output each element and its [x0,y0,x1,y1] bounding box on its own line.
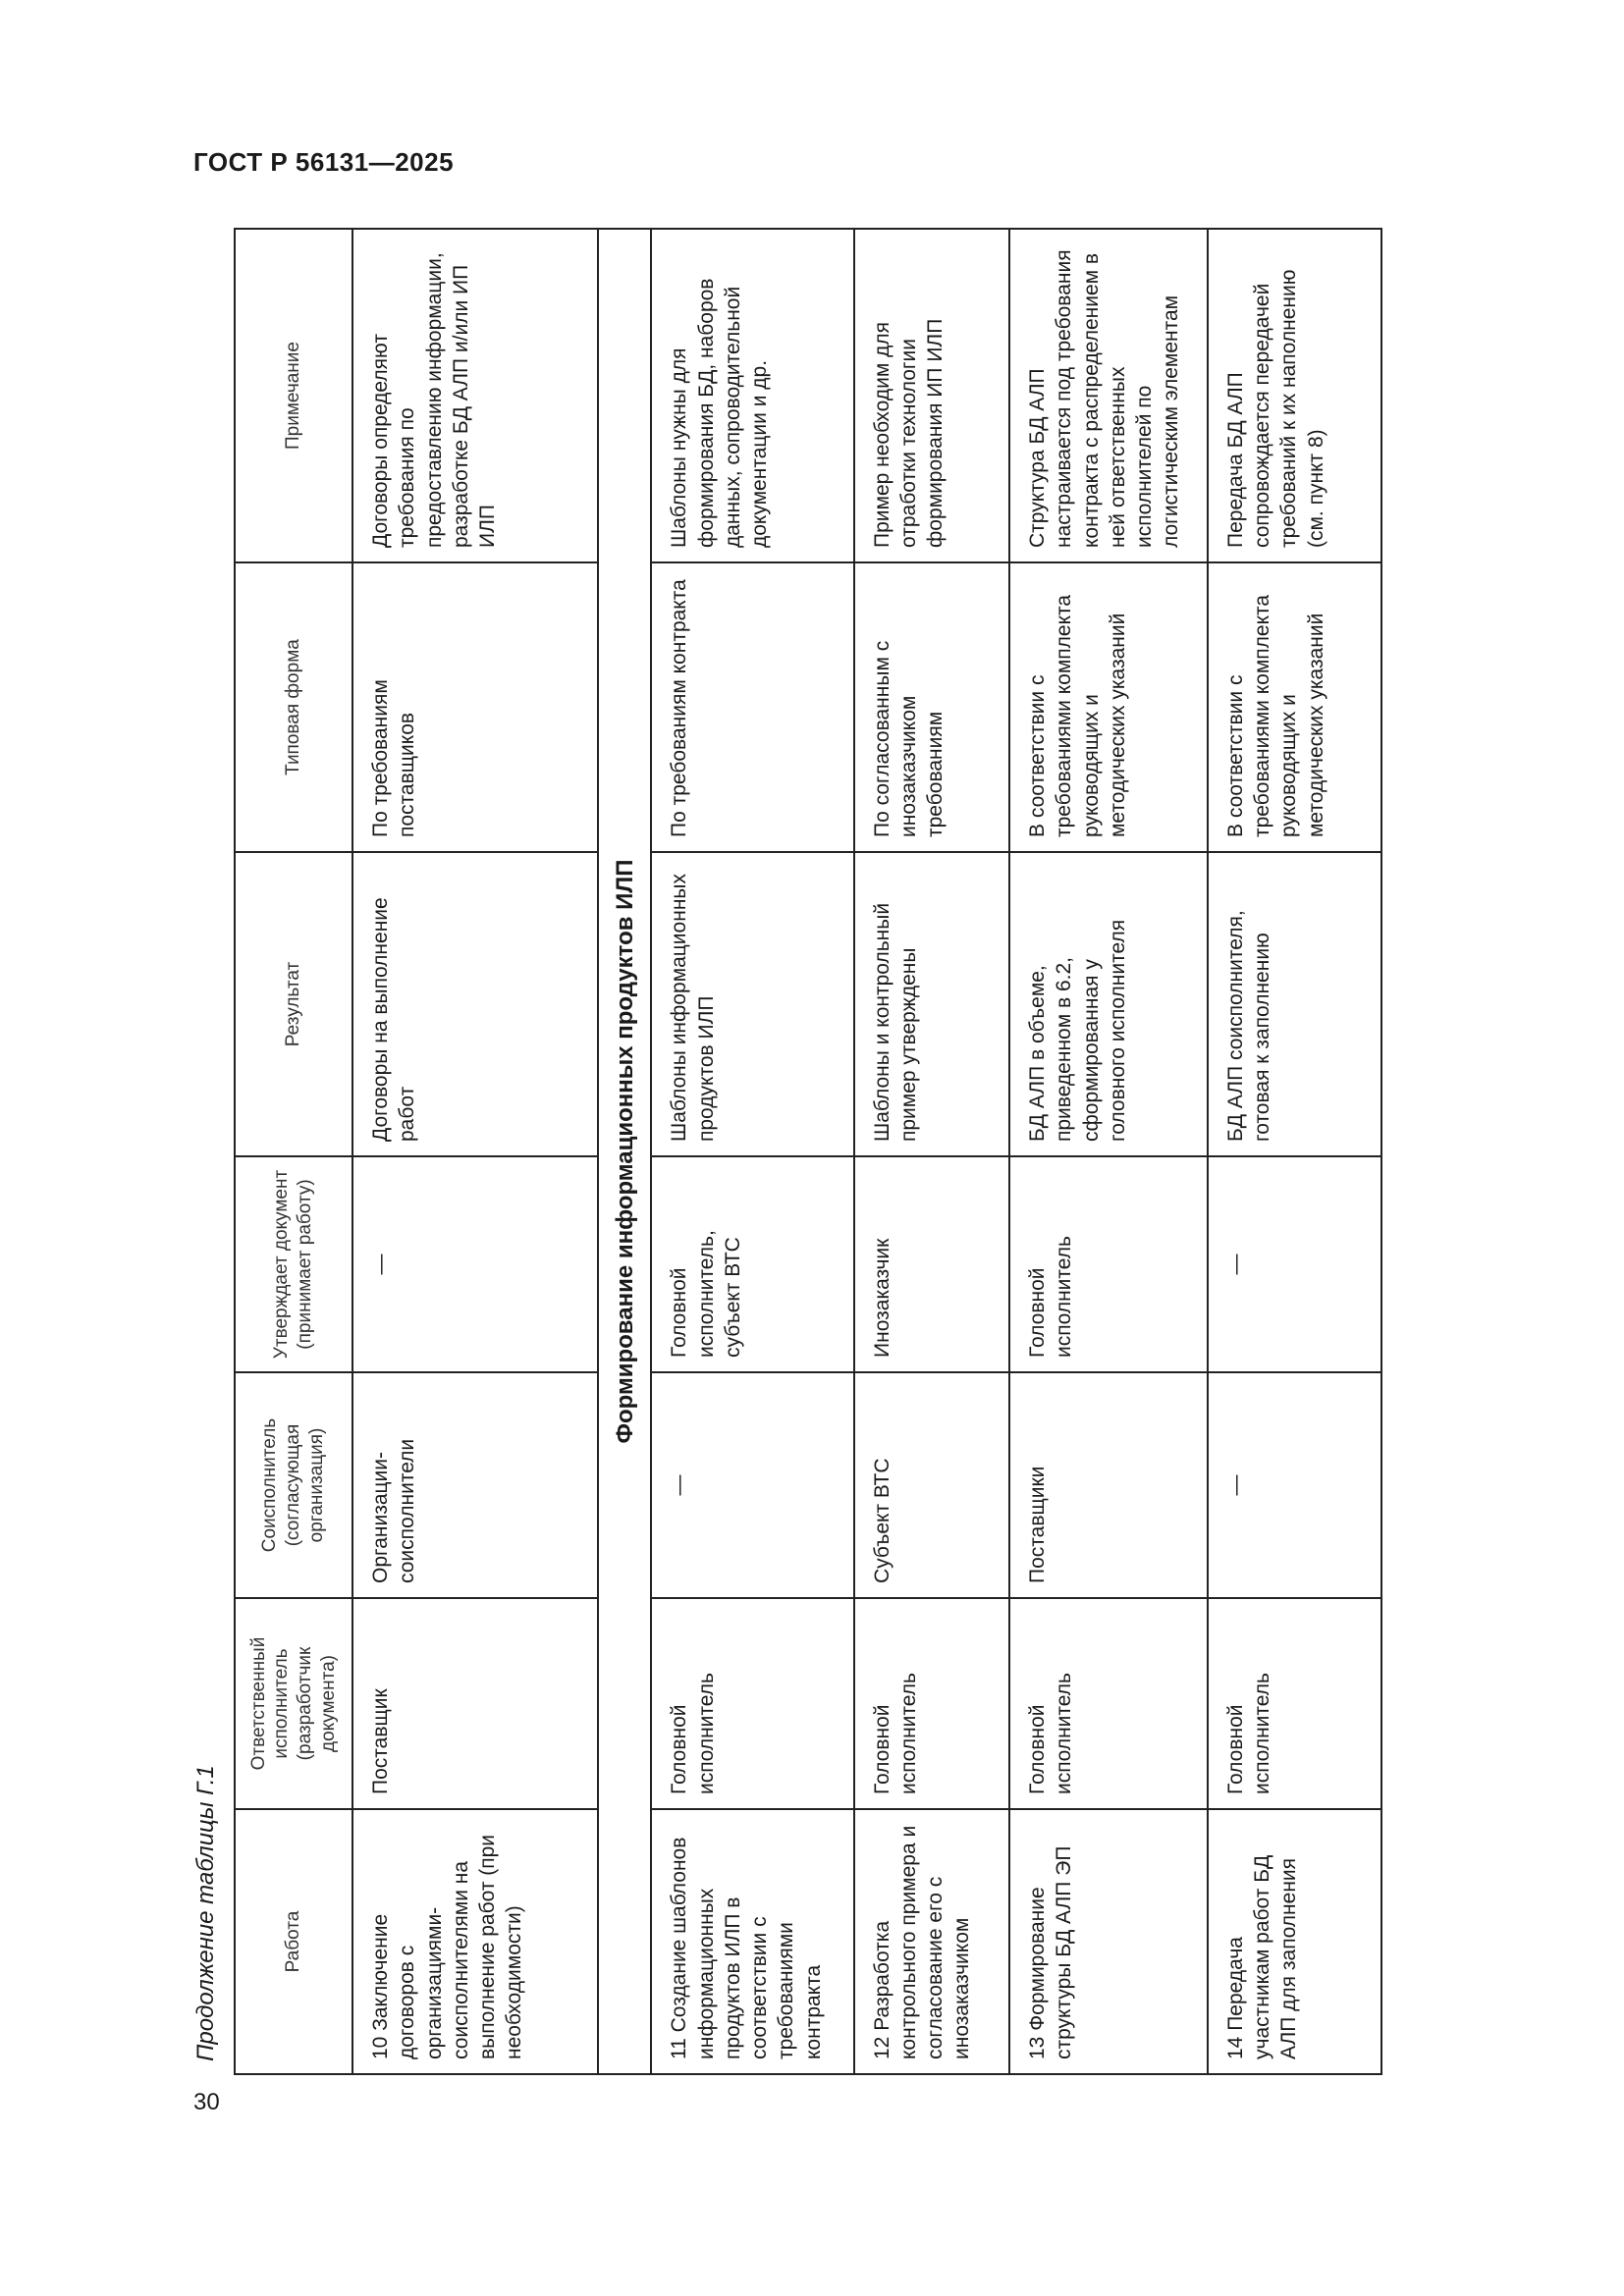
cell-result: Договоры на выполнение работ [352,852,598,1156]
cell-form: В соответствии с требованиями комплекта руководящих и методических указаний [1009,562,1208,852]
table-row [352,229,598,2074]
cell-approves: Головной исполнитель, субъект ВТС [651,1156,853,1372]
cell-form: По требованиям контракта [651,562,853,852]
cell-responsible: Поставщик [352,1598,598,1809]
cell-responsible: Головной исполнитель [854,1598,1009,1809]
section-row [598,229,651,2074]
cell-coexecutor: Поставщики [1009,1372,1208,1598]
column-header-note: Примечание [235,229,352,562]
table-header-row [235,229,352,2074]
page-number: 30 [193,2089,220,2115]
cell-note: Шаблоны нужны для формирования БД, наборов данных, сопроводительной документации и др. [651,229,853,562]
cell-result: БД АЛП соисполнителя, готовая к заполнению [1208,852,1381,1156]
table-row [854,229,1009,2074]
rotated-table-container [234,230,1382,2075]
cell-note: Договоры определяют требования по предоставлению информации, разработке БД АЛП и/или ИП ИЛП [352,229,598,562]
cell-note: Структура БД АЛП настраивается под требования контракта с распределением в ней ответственных исполнителей по логистическим элементам [1009,229,1208,562]
cell-coexecutor: — [651,1372,853,1598]
cell-coexecutor: — [1208,1372,1381,1598]
cell-form: По согласованным с инозаказчиком требованиям [854,562,1009,852]
cell-form: В соответствии с требованиями комплекта руководящих и методических указаний [1208,562,1381,852]
column-header-form: Типовая форма [235,562,352,852]
cell-result: Шаблоны информационных продуктов ИЛП [651,852,853,1156]
cell-form: По требованиям поставщиков [352,562,598,852]
table-row [651,229,853,2074]
column-header-work: Работа [235,1809,352,2074]
cell-result: БД АЛП в объеме, приведенном в 6.2, сформированная у головного исполнителя [1009,852,1208,1156]
cell-responsible: Головной исполнитель [1208,1598,1381,1809]
column-header-coexecutor: Соисполнитель (согласующая организация) [235,1372,352,1598]
cell-note: Пример необходим для отработки технологии формирования ИП ИЛП [854,229,1009,562]
column-header-responsible: Ответственный исполнитель (разработчик документа) [235,1598,352,1809]
table-continuation-caption: Продолжение таблицы Г.1 [192,1765,219,2061]
cell-responsible: Головной исполнитель [1009,1598,1208,1809]
column-header-result: Результат [235,852,352,1156]
cell-work: 13 Формирование структуры БД АЛП ЭП [1009,1809,1208,2074]
column-header-approves: Утверждает документ (принимает работу) [235,1156,352,1372]
work-table [234,228,1382,2075]
cell-approves: — [1208,1156,1381,1372]
cell-note: Передача БД АЛП сопровождается передачей требований к их наполнению (см. пункт 8) [1208,229,1381,562]
cell-work: 10 Заключение договоров с организациями-соисполнителями на выполнение работ (при необходимости) [352,1809,598,2074]
table-row [1009,229,1208,2074]
cell-work: 11 Создание шаблонов информационных продуктов ИЛП в соответствии с требованиями контракта [651,1809,853,2074]
cell-approves: Инозаказчик [854,1156,1009,1372]
cell-approves: Головной исполнитель [1009,1156,1208,1372]
cell-coexecutor: Субъект ВТС [854,1372,1009,1598]
table-row [1208,229,1381,2074]
cell-approves: — [352,1156,598,1372]
cell-work: 14 Передача участникам работ БД АЛП для заполнения [1208,1809,1381,2074]
section-title: Формирование информационных продуктов ИЛП [598,229,651,2074]
cell-work: 12 Разработка контрольного примера и согласование его с инозаказчиком [854,1809,1009,2074]
document-header: ГОСТ Р 56131—2025 [193,147,455,177]
cell-result: Шаблоны и контрольный пример утверждены [854,852,1009,1156]
cell-responsible: Головной исполнитель [651,1598,853,1809]
cell-coexecutor: Организации-соисполнители [352,1372,598,1598]
